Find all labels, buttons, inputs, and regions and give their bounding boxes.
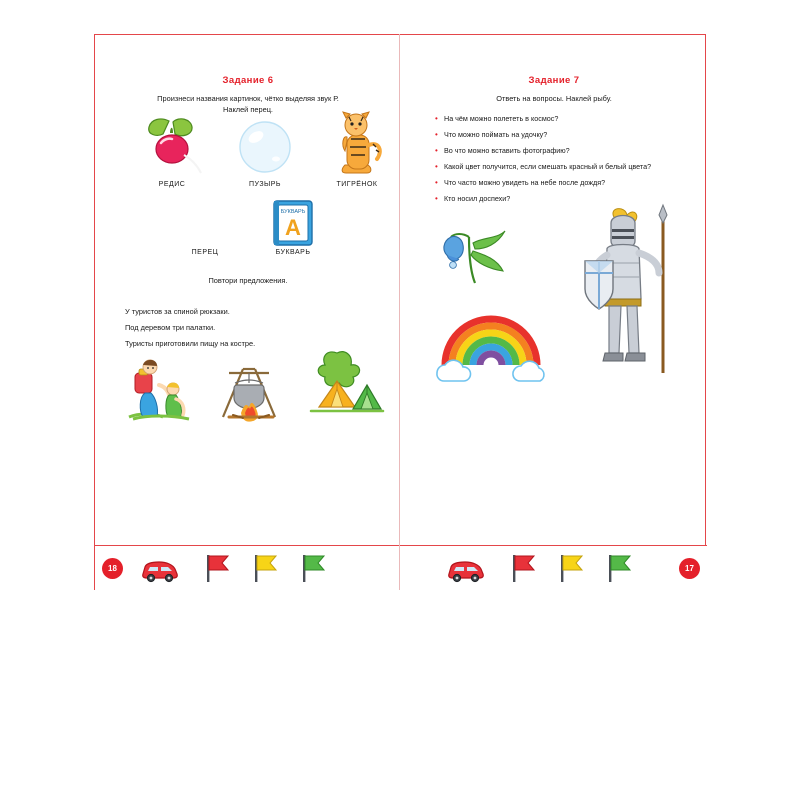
svg-text:А: А bbox=[285, 215, 301, 240]
right-page bbox=[401, 35, 707, 591]
book-spine bbox=[399, 34, 400, 590]
bubble-icon bbox=[235, 115, 295, 175]
question-item: • Во что можно вставить фотографию? bbox=[435, 145, 685, 157]
red-flag-icon[interactable] bbox=[203, 553, 233, 583]
tiger-cub-icon bbox=[327, 111, 387, 177]
question-item: • Кто носил доспехи? bbox=[435, 193, 685, 205]
caption-bubble: ПУЗЫРЬ bbox=[248, 181, 282, 188]
car-icon[interactable] bbox=[445, 558, 487, 582]
left-task-title: Задание 6 bbox=[222, 75, 274, 86]
sentence-3: Туристы приготовили пищу на костре. bbox=[125, 339, 256, 348]
tents-icon bbox=[303, 345, 389, 425]
caption-tiger: ТИГРЁНОК bbox=[336, 181, 378, 188]
repeat-instruction: Повтори предложения. bbox=[208, 276, 288, 285]
tourists-icon bbox=[123, 355, 197, 425]
book-spread bbox=[94, 34, 706, 590]
caption-pepper: ПЕРЕЦ bbox=[191, 249, 219, 256]
yellow-flag-icon[interactable] bbox=[251, 553, 281, 583]
caption-radish: РЕДИС bbox=[158, 181, 186, 188]
yellow-flag-icon[interactable] bbox=[557, 553, 587, 583]
radish-icon bbox=[139, 117, 205, 175]
question-item: • На чём можно полететь в космос? bbox=[435, 113, 685, 125]
bottom-sticker-strip bbox=[95, 545, 707, 591]
question-item: • Что часто можно увидеть на небе после дождя? bbox=[435, 177, 685, 189]
knight-icon bbox=[579, 203, 687, 383]
page-number-left: 18 bbox=[102, 558, 123, 579]
car-icon[interactable] bbox=[139, 558, 181, 582]
left-page bbox=[95, 35, 401, 591]
question-item: • Какой цвет получится, если смешать красный и белый цвета? bbox=[435, 161, 685, 173]
right-instruction: Ответь на вопросы. Наклей рыбу. bbox=[496, 94, 612, 103]
question-item: • Что можно поймать на удочку? bbox=[435, 129, 685, 141]
primer-book-icon bbox=[265, 195, 321, 251]
svg-text:БУКВАРЬ: БУКВАРЬ bbox=[280, 209, 306, 215]
left-instruction-line1: Произнеси названия картинок, чётко выделяя звук Р. bbox=[157, 94, 339, 103]
caption-primer: БУКВАРЬ bbox=[275, 249, 311, 256]
green-flag-icon[interactable] bbox=[299, 553, 329, 583]
left-instruction-line2: Наклей перец. bbox=[223, 105, 273, 114]
page-number-right: 17 bbox=[679, 558, 700, 579]
rainbow-icon bbox=[431, 307, 551, 381]
sentence-2: Под деревом три палатки. bbox=[125, 323, 216, 332]
red-flag-icon[interactable] bbox=[509, 553, 539, 583]
sentence-1: У туристов за спиной рюкзаки. bbox=[125, 307, 230, 316]
question-list bbox=[435, 113, 685, 209]
green-flag-icon[interactable] bbox=[605, 553, 635, 583]
campfire-icon bbox=[213, 353, 289, 425]
bluebell-flower-icon bbox=[439, 215, 529, 297]
right-task-title: Задание 7 bbox=[528, 75, 580, 86]
